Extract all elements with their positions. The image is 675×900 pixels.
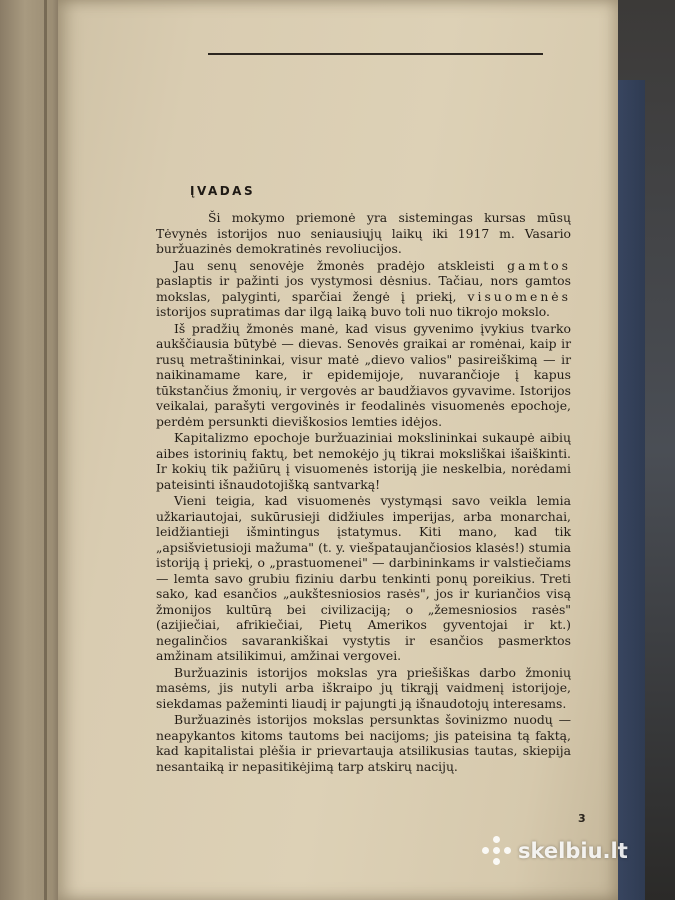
paragraph-text: Vieni teigia, kad visuomenės vystymąsi savo veikla lemia užkariautojai, sukūrusieji didžiules imperijas, arba monarchai, leidžiantieji išmintingus įstatymus. Kiti mano, kad tik „apsišvietusioji mažuma" (t. y. viešpataujančiosios klasės!) stumia istoriją į priekį, o „prastuomenei" — darbininkams ir valstiečiams — lemta savo grubiu fiziniu darbu tenkinti ponų poreikius. Treti sako, kad esančios „aukštesniosios rasės", jos ir kuriančios visą žmonijos kultūrą bei civilizaciją; o „žemesniosios rasės" (azijiečiai, afrikiečiai, Pietų Amerikos gyventojai ir kt.) negalinčios savarankiškai vystytis ir esančios pasmerktos amžinam atsilikimui, amžinai vergovei.: [156, 493, 571, 663]
paragraph-text: Iš pradžių žmonės manė, kad visus gyvenimo įvykius tvarko aukščiausia būtybė — dievas. Senovės graikai ar romėnai, kaip ir rusų metraštininkai, visur matė „dievo valios" pasireiškimą — ir naikinamame kare, ir epidemijoje, nuvarančioje į kapus tūkstančius žmonių, ir vergovės ar baudžiavos gyvavime. Istorijos veikalai, parašyti vergovinės ir feodalinės visuomenės epochoje, perdėm persunkti dieviškosios lemties idėjos.: [156, 320, 571, 429]
book-cover-edge: [0, 0, 62, 900]
book-page: [58, 0, 618, 900]
paragraph-6: [156, 665, 571, 712]
paragraph-5: [156, 493, 571, 664]
paragraph-3: [156, 321, 571, 430]
paragraph-text: Kapitalizmo epochoje buržuaziniai mokslininkai sukaupė aibių aibes istorinių faktų, bet nemokėjo jų tikrai moksliškai išaiškinti. Ir kokių tik pažiūrų į visuomenės istoriją jie neskelbia, norėdami pateisinti išnaudotojišką santvarką!: [156, 430, 571, 492]
spaced-word: visuomenės: [467, 288, 571, 304]
chapter-heading: ĮVADAS: [190, 184, 256, 198]
page-number: 3: [578, 812, 586, 825]
body-text: [156, 210, 571, 775]
watermark-text: skelbiu.lt: [518, 839, 628, 863]
paragraph-2: [156, 258, 571, 320]
top-rule: [208, 53, 543, 55]
paragraph-7: [156, 712, 571, 774]
paragraph-text: Buržuazinės istorijos mokslas persunktas šovinizmo nuodų — neapykantos kitoms tautoms bei nacijoms; jis pateisina tą faktą, kad kapitalistai plėšia ir prievartauja atsilikusias tautas, skiepija nesantaiką ir nepasitikėjimą tarp atskirų nacijų.: [156, 712, 571, 774]
paragraph-text: Ši mokymo priemonė yra sistemingas kursas mūsų Tėvynės istorijos nuo seniausiųjų laikų iki 1917 m. Vasario buržuazinės demokratinės revoliucijos.: [156, 210, 571, 256]
paragraph-text: paslaptis ir pažinti jos vystymosi dėsnius. Tačiau, nors gamtos mokslas, palyginti, sparčiai žengė į priekį,: [156, 273, 571, 304]
paragraph-1: [156, 210, 571, 257]
watermark: [482, 836, 628, 866]
cover-seam: [44, 0, 47, 900]
paragraph-text: istorijos supratimas dar ilgą laiką buvo toli nuo tikrojo mokslo.: [156, 304, 550, 319]
spaced-word: gamtos: [507, 257, 571, 273]
paragraph-4: [156, 430, 571, 492]
paragraph-text: Jau senų senovėje žmonės pradėjo atskleisti: [174, 257, 508, 273]
paragraph-text: Buržuazinis istorijos mokslas yra priešiškas darbo žmonių masėms, jis nutyli arba iškraipo jų tikrąjį vaidmenį istorijoje, siekdamas pažeminti liaudį ir pajungti ją išnaudotojų interesams.: [156, 664, 571, 711]
dots-logo-icon: [482, 836, 512, 866]
